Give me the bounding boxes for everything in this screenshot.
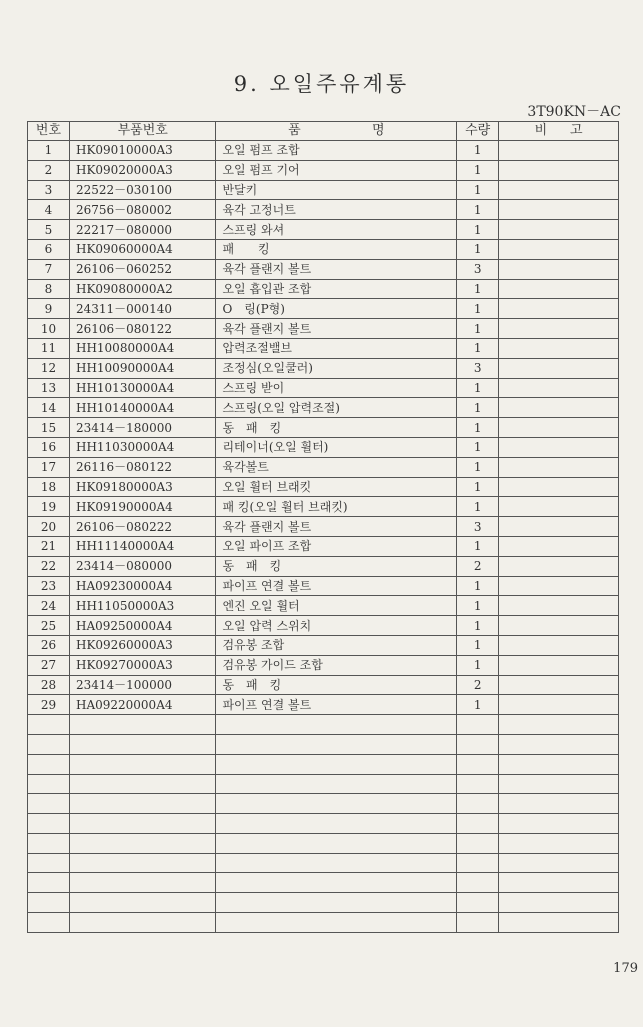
cell-qty: 1 [457, 655, 499, 675]
cell-no: 16 [28, 437, 70, 457]
cell-no: 17 [28, 457, 70, 477]
cell-qty: 1 [457, 536, 499, 556]
cell-part-no: HA09220000A4 [69, 695, 215, 715]
cell-no: 6 [28, 239, 70, 259]
cell-note [499, 299, 619, 319]
cell-name [216, 774, 457, 794]
cell-no [28, 794, 70, 814]
cell-name: 패 킹(오일 휠터 브래킷) [216, 497, 457, 517]
cell-qty: 1 [457, 437, 499, 457]
table-row [28, 160, 619, 180]
cell-qty: 1 [457, 160, 499, 180]
cell-name: 동 패 킹 [216, 418, 457, 438]
cell-no: 3 [28, 180, 70, 200]
cell-name: 패 킹 [216, 239, 457, 259]
cell-note [499, 398, 619, 418]
header-note-a: 비 [534, 123, 548, 138]
cell-name: 검유봉 가이드 조합 [216, 655, 457, 675]
table-row [28, 715, 619, 735]
table-row [28, 695, 619, 715]
cell-name [216, 853, 457, 873]
cell-no: 2 [28, 160, 70, 180]
table-row [28, 536, 619, 556]
cell-qty: 1 [457, 338, 499, 358]
cell-qty [457, 853, 499, 873]
cell-name: 오일 압력 스위치 [216, 616, 457, 636]
table-row [28, 358, 619, 378]
cell-qty: 2 [457, 556, 499, 576]
cell-note [499, 873, 619, 893]
cell-no: 10 [28, 319, 70, 339]
header-part-no: 부품번호 [69, 122, 215, 141]
cell-part-no [69, 873, 215, 893]
cell-qty: 1 [457, 239, 499, 259]
table-row [28, 893, 619, 913]
table-row [28, 418, 619, 438]
cell-note [499, 814, 619, 834]
cell-no: 24 [28, 596, 70, 616]
table-row [28, 378, 619, 398]
cell-qty: 1 [457, 635, 499, 655]
cell-name: 파이프 연결 볼트 [216, 576, 457, 596]
table-row [28, 517, 619, 537]
table-row [28, 398, 619, 418]
cell-no: 21 [28, 536, 70, 556]
page-title: 9. 오일주유계통 [233, 72, 410, 96]
cell-note [499, 319, 619, 339]
cell-no [28, 814, 70, 834]
cell-name: O 링(P형) [216, 299, 457, 319]
cell-no: 1 [28, 141, 70, 161]
cell-note [499, 913, 619, 933]
cell-note [499, 497, 619, 517]
cell-qty: 1 [457, 378, 499, 398]
cell-qty: 3 [457, 259, 499, 279]
table-row [28, 259, 619, 279]
cell-note [499, 853, 619, 873]
header-name-b: 명 [371, 123, 385, 138]
table-row [28, 299, 619, 319]
cell-no: 27 [28, 655, 70, 675]
cell-name: 오일 휠터 브래킷 [216, 477, 457, 497]
cell-qty: 1 [457, 398, 499, 418]
cell-no: 18 [28, 477, 70, 497]
cell-name [216, 715, 457, 735]
cell-part-no [69, 814, 215, 834]
header-note-b: 고 [570, 123, 583, 138]
cell-part-no: HK09010000A3 [69, 141, 215, 161]
cell-name: 육각 플랜지 볼트 [216, 319, 457, 339]
table-row [28, 616, 619, 636]
cell-note [499, 695, 619, 715]
cell-name: 조정심(오일쿨러) [216, 358, 457, 378]
cell-part-no: HA09230000A4 [69, 576, 215, 596]
cell-no [28, 893, 70, 913]
cell-note [499, 833, 619, 853]
cell-note [499, 715, 619, 735]
cell-qty: 1 [457, 477, 499, 497]
cell-qty: 1 [457, 200, 499, 220]
table-row [28, 279, 619, 299]
cell-name: 동 패 킹 [216, 675, 457, 695]
header-no: 번호 [28, 122, 70, 141]
cell-part-no [69, 715, 215, 735]
table-row [28, 457, 619, 477]
cell-name: 압력조절밸브 [216, 338, 457, 358]
cell-note [499, 457, 619, 477]
table-row [28, 220, 619, 240]
cell-name [216, 893, 457, 913]
cell-part-no [69, 734, 215, 754]
cell-note [499, 536, 619, 556]
cell-qty: 1 [457, 616, 499, 636]
cell-qty: 3 [457, 358, 499, 378]
cell-note [499, 517, 619, 537]
cell-qty: 1 [457, 418, 499, 438]
header-qty: 수량 [457, 122, 499, 141]
cell-part-no [69, 754, 215, 774]
table-row [28, 774, 619, 794]
cell-no: 22 [28, 556, 70, 576]
cell-part-no: 22217－080000 [69, 220, 215, 240]
cell-qty: 1 [457, 180, 499, 200]
cell-qty: 1 [457, 695, 499, 715]
cell-note [499, 556, 619, 576]
cell-name: 파이프 연결 볼트 [216, 695, 457, 715]
cell-no [28, 853, 70, 873]
cell-name [216, 833, 457, 853]
cell-part-no: HK09080000A2 [69, 279, 215, 299]
cell-part-no: 26106－080222 [69, 517, 215, 537]
table-row [28, 635, 619, 655]
cell-no: 11 [28, 338, 70, 358]
cell-qty: 3 [457, 517, 499, 537]
cell-no [28, 774, 70, 794]
cell-name: 리테이너(오일 휠터) [216, 437, 457, 457]
cell-qty: 1 [457, 596, 499, 616]
cell-part-no: HK09260000A3 [69, 635, 215, 655]
cell-name: 오일 펌프 기어 [216, 160, 457, 180]
table-row [28, 200, 619, 220]
cell-part-no [69, 913, 215, 933]
cell-part-no: HH10130000A4 [69, 378, 215, 398]
cell-name: 스프링(오일 압력조절) [216, 398, 457, 418]
cell-qty [457, 913, 499, 933]
cell-name [216, 814, 457, 834]
cell-no: 19 [28, 497, 70, 517]
table-row [28, 873, 619, 893]
cell-part-no: 22522－030100 [69, 180, 215, 200]
cell-qty [457, 794, 499, 814]
cell-name: 동 패 킹 [216, 556, 457, 576]
table-row [28, 833, 619, 853]
cell-note [499, 141, 619, 161]
parts-table-body [28, 141, 619, 933]
cell-name: 스프링 와셔 [216, 220, 457, 240]
cell-no: 15 [28, 418, 70, 438]
table-row [28, 437, 619, 457]
cell-no: 23 [28, 576, 70, 596]
cell-note [499, 418, 619, 438]
cell-note [499, 893, 619, 913]
cell-part-no: 26106－080122 [69, 319, 215, 339]
cell-no: 28 [28, 675, 70, 695]
cell-qty [457, 833, 499, 853]
table-row [28, 913, 619, 933]
table-row [28, 477, 619, 497]
cell-note [499, 754, 619, 774]
cell-note [499, 200, 619, 220]
cell-name: 스프링 받이 [216, 378, 457, 398]
table-row [28, 814, 619, 834]
cell-part-no: 23414－080000 [69, 556, 215, 576]
cell-qty [457, 893, 499, 913]
cell-qty: 1 [457, 457, 499, 477]
cell-name: 검유봉 조합 [216, 635, 457, 655]
cell-part-no: HH10090000A4 [69, 358, 215, 378]
cell-qty: 1 [457, 497, 499, 517]
cell-no: 25 [28, 616, 70, 636]
table-row [28, 655, 619, 675]
table-row [28, 180, 619, 200]
cell-no: 14 [28, 398, 70, 418]
cell-part-no: HK09180000A3 [69, 477, 215, 497]
table-row [28, 556, 619, 576]
cell-no: 4 [28, 200, 70, 220]
cell-no: 8 [28, 279, 70, 299]
cell-note [499, 655, 619, 675]
cell-note [499, 774, 619, 794]
cell-name [216, 754, 457, 774]
cell-qty: 1 [457, 141, 499, 161]
table-row [28, 239, 619, 259]
cell-qty [457, 734, 499, 754]
table-row [28, 853, 619, 873]
cell-part-no: HH11050000A3 [69, 596, 215, 616]
cell-no [28, 913, 70, 933]
cell-name: 육각볼트 [216, 457, 457, 477]
cell-part-no [69, 853, 215, 873]
cell-part-no [69, 774, 215, 794]
cell-part-no: HH10140000A4 [69, 398, 215, 418]
cell-note [499, 794, 619, 814]
page-number: 179 [613, 961, 638, 976]
table-row [28, 338, 619, 358]
cell-no [28, 754, 70, 774]
table-row [28, 596, 619, 616]
cell-no: 26 [28, 635, 70, 655]
table-row [28, 576, 619, 596]
cell-qty: 1 [457, 220, 499, 240]
cell-note [499, 259, 619, 279]
cell-note [499, 358, 619, 378]
cell-part-no [69, 893, 215, 913]
table-row [28, 675, 619, 695]
table-header-row [28, 122, 619, 141]
header-name-a: 품 [288, 123, 301, 138]
model-code: 3T90KN－AC [527, 104, 621, 120]
cell-no: 20 [28, 517, 70, 537]
cell-note [499, 378, 619, 398]
cell-name: 오일 펌프 조합 [216, 141, 457, 161]
cell-note [499, 180, 619, 200]
cell-no: 5 [28, 220, 70, 240]
header-note [499, 122, 619, 141]
cell-name: 오일 파이프 조합 [216, 536, 457, 556]
cell-qty: 1 [457, 576, 499, 596]
cell-qty [457, 873, 499, 893]
cell-qty [457, 814, 499, 834]
cell-no: 29 [28, 695, 70, 715]
table-row [28, 141, 619, 161]
cell-part-no: HH11030000A4 [69, 437, 215, 457]
cell-name: 육각 플랜지 볼트 [216, 517, 457, 537]
cell-part-no: HK09270000A3 [69, 655, 215, 675]
cell-note [499, 635, 619, 655]
cell-name [216, 873, 457, 893]
cell-no: 7 [28, 259, 70, 279]
cell-part-no: 24311－000140 [69, 299, 215, 319]
cell-note [499, 220, 619, 240]
cell-part-no: 23414－100000 [69, 675, 215, 695]
cell-qty [457, 715, 499, 735]
cell-part-no: 26106－060252 [69, 259, 215, 279]
table-row [28, 794, 619, 814]
cell-name: 반달키 [216, 180, 457, 200]
cell-note [499, 338, 619, 358]
cell-note [499, 596, 619, 616]
parts-table [27, 121, 619, 933]
cell-part-no: 23414－180000 [69, 418, 215, 438]
cell-part-no [69, 794, 215, 814]
cell-qty [457, 774, 499, 794]
cell-note [499, 576, 619, 596]
cell-note [499, 477, 619, 497]
cell-part-no: HH10080000A4 [69, 338, 215, 358]
cell-part-no: HK09190000A4 [69, 497, 215, 517]
cell-part-no: 26756－080002 [69, 200, 215, 220]
cell-part-no: HH11140000A4 [69, 536, 215, 556]
cell-part-no [69, 833, 215, 853]
cell-name [216, 913, 457, 933]
cell-note [499, 616, 619, 636]
table-row [28, 734, 619, 754]
cell-name: 육각 고정너트 [216, 200, 457, 220]
header-name [216, 122, 457, 141]
cell-part-no: HK09060000A4 [69, 239, 215, 259]
cell-qty: 1 [457, 319, 499, 339]
cell-part-no: 26116－080122 [69, 457, 215, 477]
cell-name: 엔진 오일 휠터 [216, 596, 457, 616]
cell-part-no: HK09020000A3 [69, 160, 215, 180]
cell-note [499, 437, 619, 457]
cell-note [499, 279, 619, 299]
cell-no: 12 [28, 358, 70, 378]
cell-no [28, 873, 70, 893]
cell-qty: 1 [457, 299, 499, 319]
cell-qty: 1 [457, 279, 499, 299]
cell-name [216, 734, 457, 754]
cell-note [499, 734, 619, 754]
cell-note [499, 239, 619, 259]
cell-no [28, 734, 70, 754]
cell-no: 13 [28, 378, 70, 398]
cell-name: 오일 흡입관 조합 [216, 279, 457, 299]
table-row [28, 319, 619, 339]
cell-name: 육각 플랜지 볼트 [216, 259, 457, 279]
cell-note [499, 160, 619, 180]
cell-part-no: HA09250000A4 [69, 616, 215, 636]
cell-name [216, 794, 457, 814]
cell-note [499, 675, 619, 695]
cell-no: 9 [28, 299, 70, 319]
cell-no [28, 715, 70, 735]
table-row [28, 497, 619, 517]
cell-no [28, 833, 70, 853]
cell-qty [457, 754, 499, 774]
table-row [28, 754, 619, 774]
cell-qty: 2 [457, 675, 499, 695]
